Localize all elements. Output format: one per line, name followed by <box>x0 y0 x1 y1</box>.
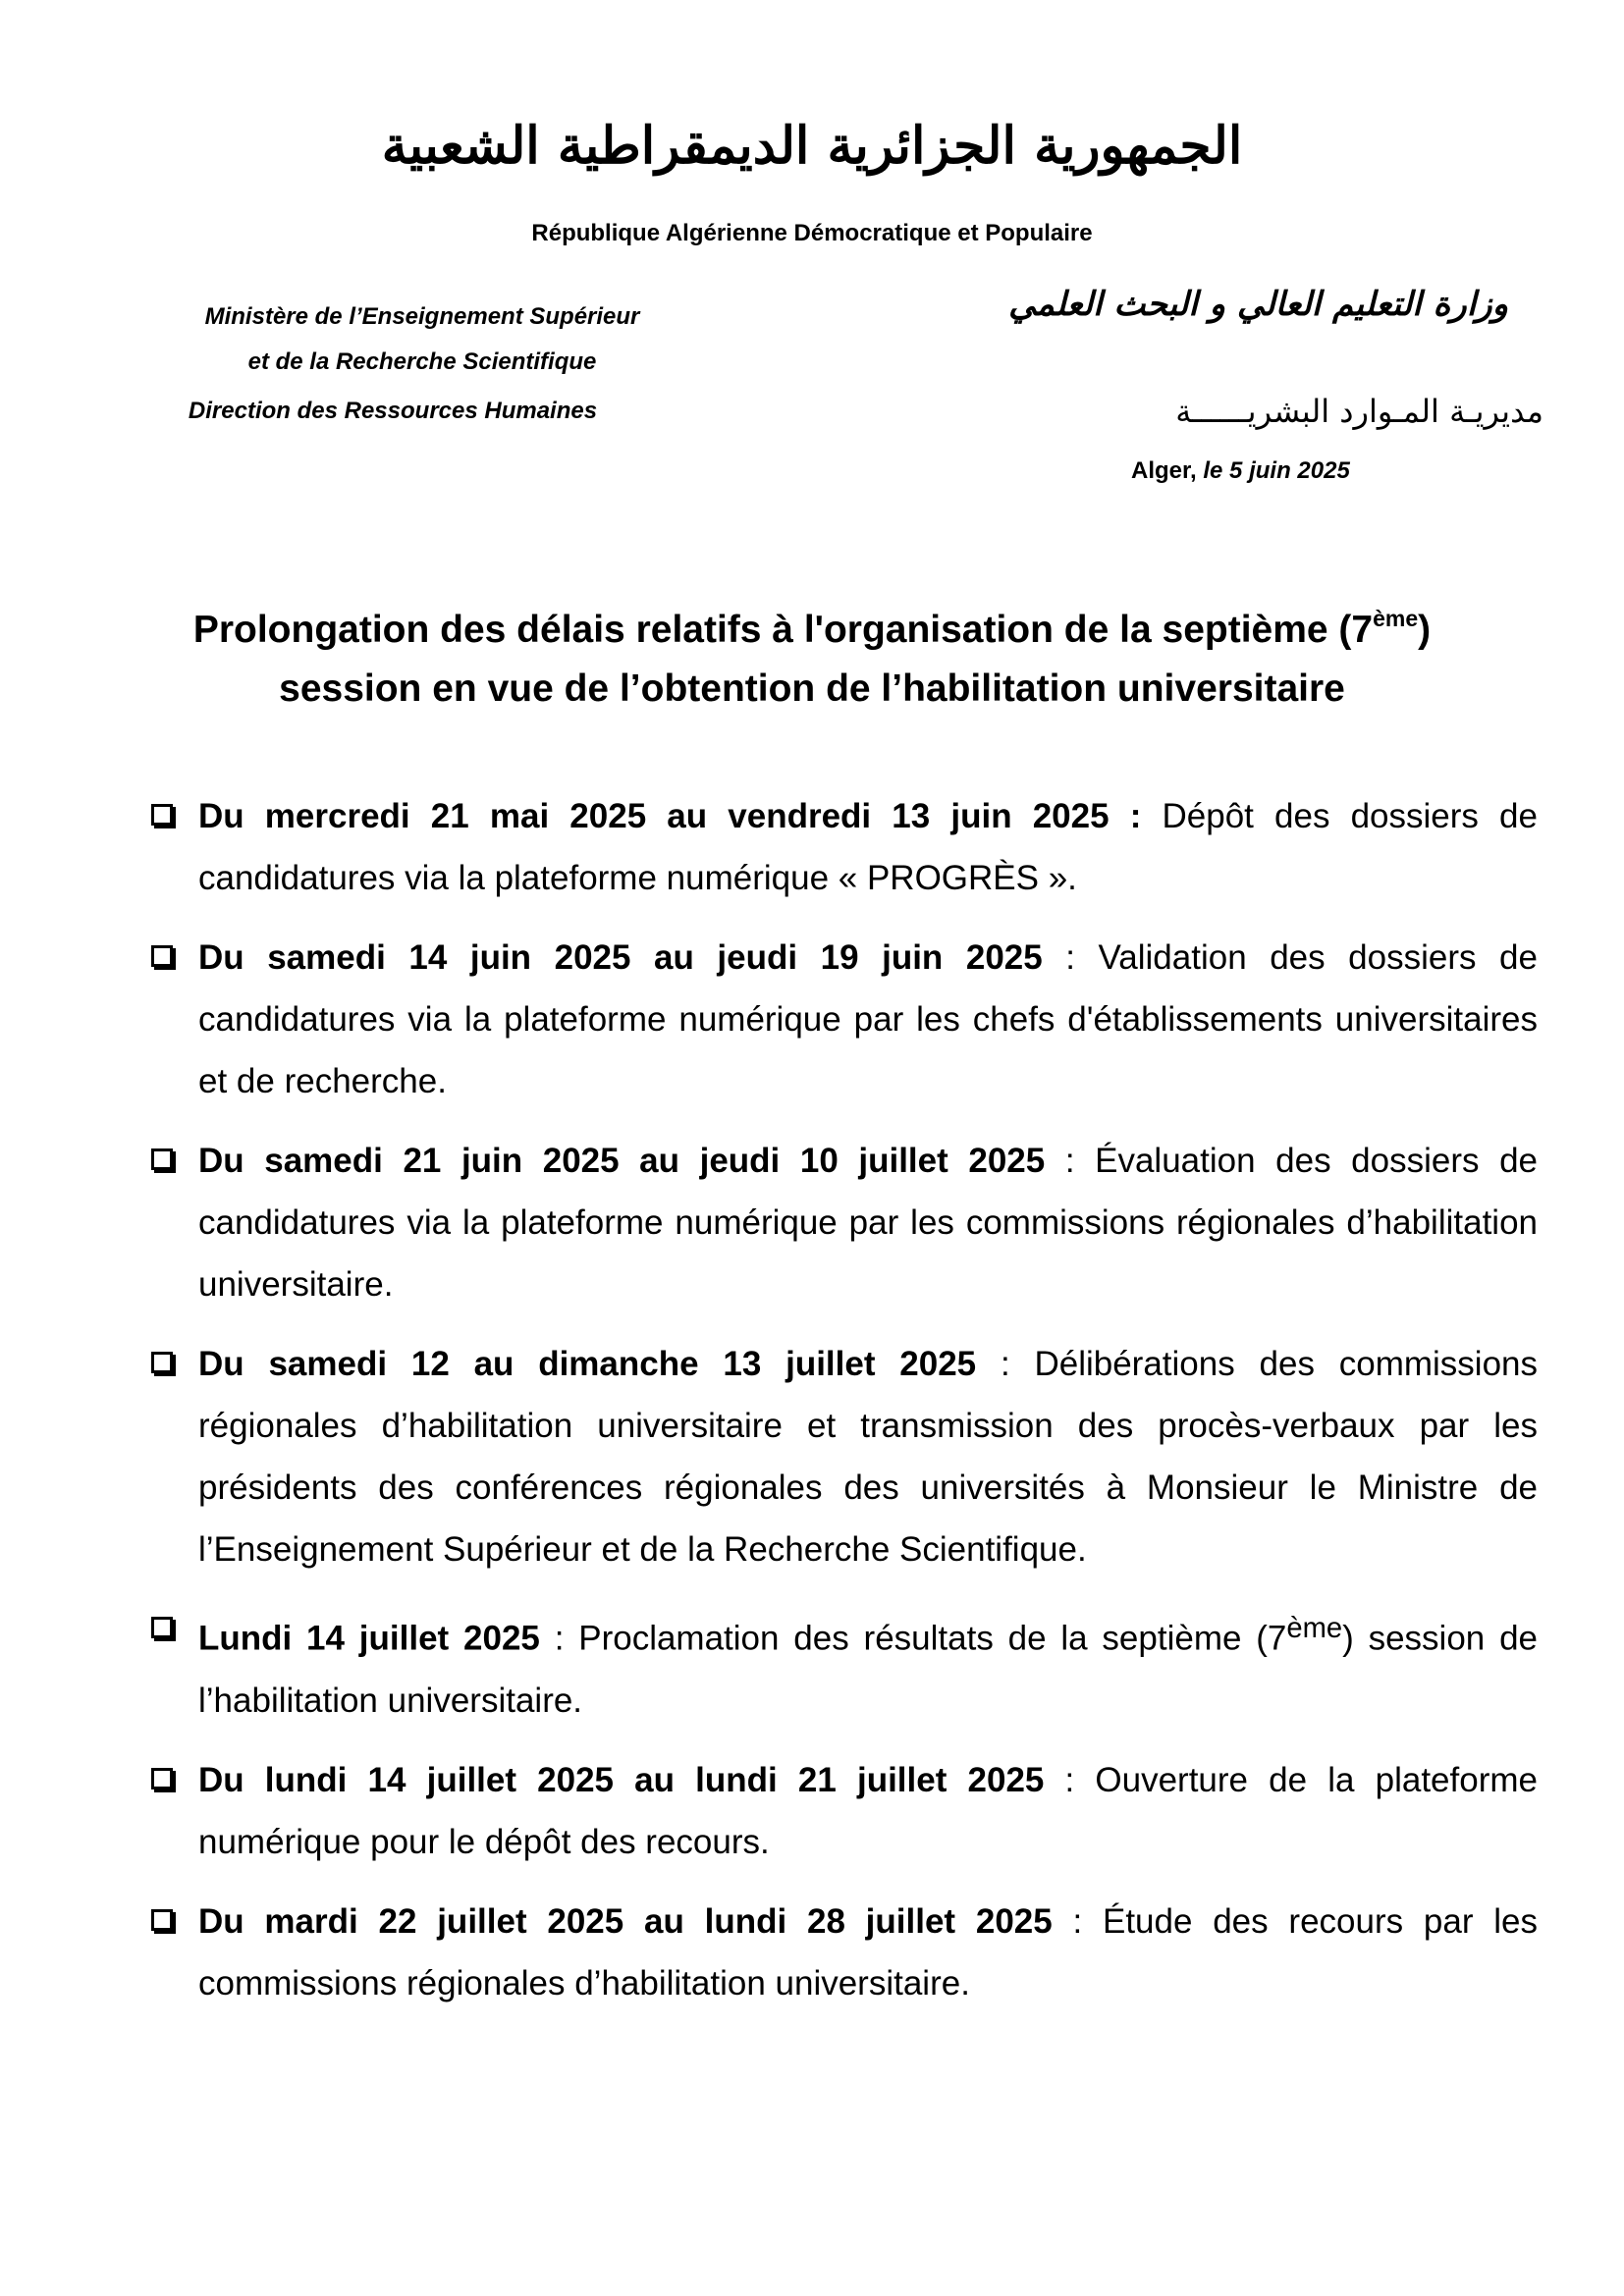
schedule-item <box>147 1891 1538 2014</box>
republic-name-arabic: الجمهورية الجزائرية الديمقراطية الشعبية <box>381 116 1243 176</box>
schedule-item <box>147 1333 1538 1580</box>
schedule-item-text: : Étude des recours par les commissions régionales d’habilitation universitaire. <box>198 1901 1538 2002</box>
schedule-item-text-end: ) session de l’habilitation universitaire. <box>198 1619 1538 1720</box>
schedule-item-text: : Ouverture de la plateforme numérique pour le dépôt des recours. <box>198 1760 1538 1861</box>
title-line1: Prolongation des délais relatifs à l'organisation de la septième (7 <box>192 609 1374 651</box>
checkbox-icon <box>151 1148 173 1170</box>
schedule-item-dates: Lundi 14 juillet 2025 <box>198 1619 540 1658</box>
document-title <box>88 589 1536 719</box>
schedule-item-dates: Du mardi 22 juillet 2025 au lundi 28 juillet 2025 <box>198 1901 1053 1941</box>
checkbox-icon <box>151 1768 173 1789</box>
schedule-item-dates: Du samedi 12 au dimanche 13 juillet 2025 <box>198 1345 977 1383</box>
schedule-item-dates: Du samedi 21 juin 2025 au jeudi 10 juillet 2025 <box>198 1142 1046 1180</box>
checkbox-icon <box>151 945 173 967</box>
title-line1-end: ) <box>1418 609 1432 651</box>
date: le 5 juin 2025 <box>1203 457 1350 484</box>
republic-name-french: République Algérienne Démocratique et Populaire <box>531 220 1093 246</box>
schedule-item <box>147 1130 1538 1315</box>
direction-name-french: Direction des Ressources Humaines <box>188 398 598 424</box>
checkbox-icon <box>151 1909 173 1931</box>
schedule-item-superscript: ème <box>1286 1613 1343 1644</box>
ministry-name-arabic: وزارة التعليم العالي و البحث العلمي <box>1008 285 1508 324</box>
ministry-name-french <box>157 294 687 385</box>
checkbox-icon <box>151 804 173 826</box>
place: Alger, <box>1131 457 1197 484</box>
schedule-item-text: : Délibérations des commissions régionales d’habilitation universitaire et transmission des procès-verbaux par les présidents des conférences régionales des universités à Monsieur le Ministre de l’Enseignement Supérieur et de la Recherche Scientifique. <box>198 1345 1539 1569</box>
direction-name-arabic: مديريـة المـوارد البشريــــــة <box>1175 393 1543 430</box>
schedule-item <box>147 927 1538 1112</box>
schedule-list <box>147 785 1538 2032</box>
schedule-item-text: : Proclamation des résultats de la septième (7 <box>539 1619 1287 1658</box>
title-line2: session en vue de l’obtention de l’habilitation universitaire <box>279 667 1345 710</box>
checkbox-icon <box>151 1617 173 1638</box>
title-superscript: ème <box>1373 606 1419 631</box>
schedule-item-dates: Du samedi 14 juin 2025 au jeudi 19 juin 2025 <box>198 938 1043 977</box>
schedule-item-text: Dépôt des dossiers de candidatures via la plateforme numérique « PROGRÈS ». <box>198 797 1538 897</box>
schedule-item <box>147 785 1538 909</box>
schedule-item <box>147 1749 1538 1873</box>
checkbox-icon <box>151 1352 173 1373</box>
ministry-name-french-line2: et de la Recherche Scientifique <box>247 348 597 375</box>
schedule-item-dates: Du mercredi 21 mai 2025 au vendredi 13 juin 2025 : <box>198 797 1142 835</box>
ministry-name-french-line1: Ministère de l’Enseignement Supérieur <box>204 303 640 330</box>
schedule-item <box>147 1598 1538 1732</box>
place-and-date <box>1131 457 1350 485</box>
schedule-item-dates: Du lundi 14 juillet 2025 au lundi 21 juillet 2025 <box>198 1760 1045 1799</box>
schedule-item-text: : Évaluation des dossiers de candidatures via la plateforme numérique par les commissions régionales d’habilitation universitaire. <box>198 1142 1539 1304</box>
schedule-item-text: : Validation des dossiers de candidatures via la plateforme numérique par les chefs d'établissements universitaires et de recherche. <box>198 938 1538 1100</box>
